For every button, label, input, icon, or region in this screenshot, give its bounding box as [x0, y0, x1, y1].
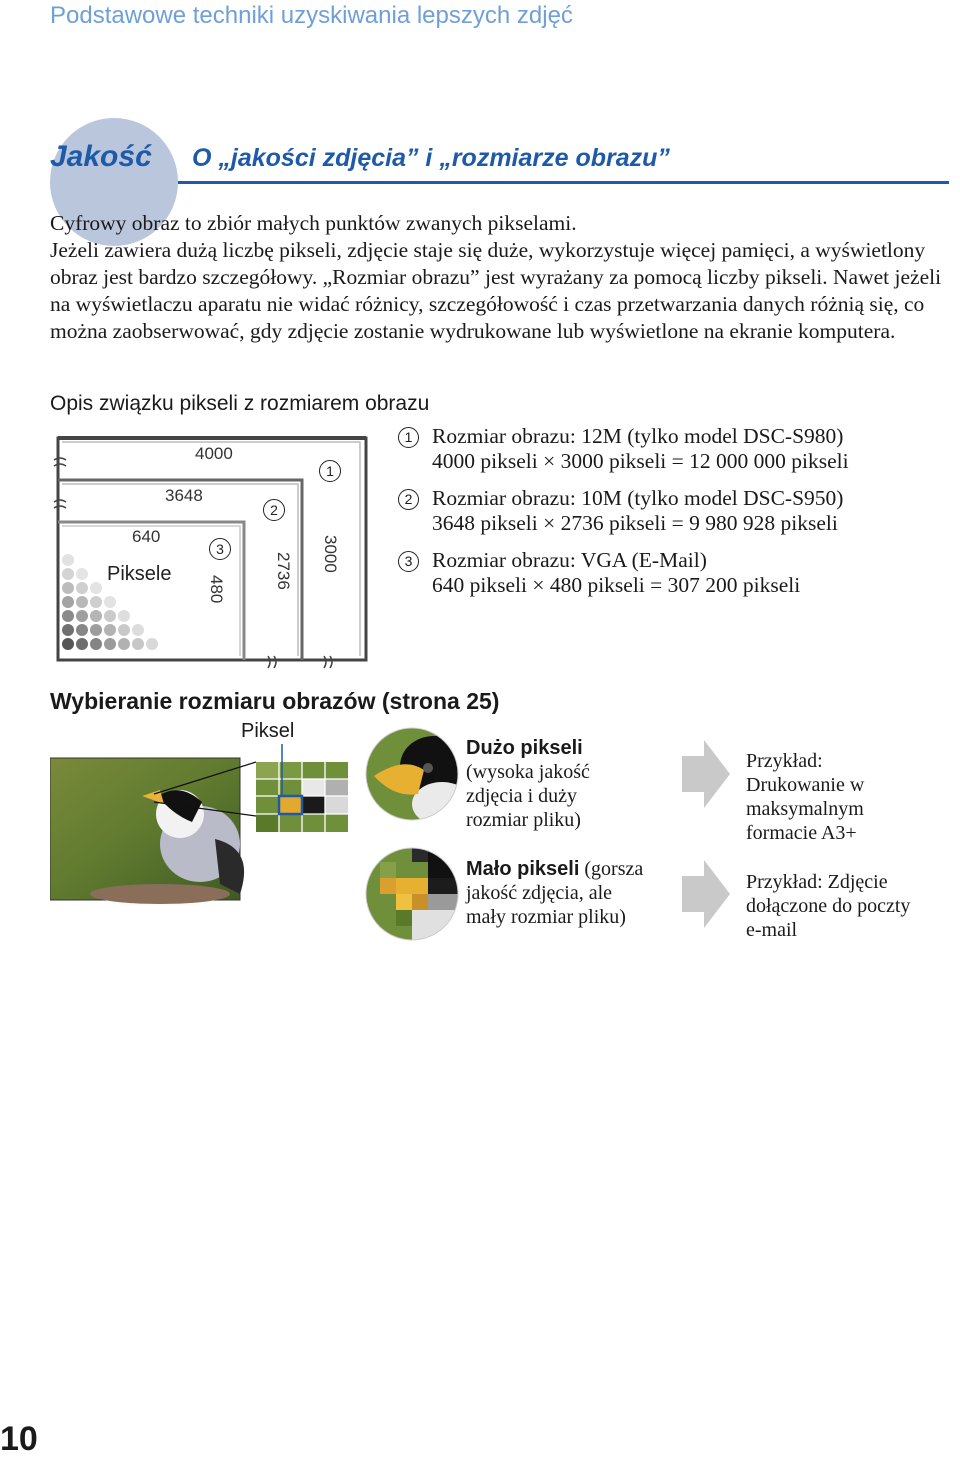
example-line: dołączone do poczty	[746, 895, 911, 917]
page-number: 10	[0, 1420, 38, 1458]
high-res-thumbnail-graphic	[364, 726, 460, 822]
selection-heading: Wybieranie rozmiaru obrazów (strona 25)	[50, 688, 500, 714]
example-line: Drukowanie w	[746, 774, 865, 796]
few-pixels-line: mały rozmiar pliku)	[466, 906, 626, 928]
marker-1: 1	[319, 460, 341, 482]
many-pixels-line: (wysoka jakość	[466, 761, 590, 783]
high-res-thumbnail	[364, 726, 460, 822]
list-line: Rozmiar obrazu: 10M (tylko model DSC-S950)	[432, 486, 844, 510]
diagram-caption: Opis związku pikseli z rozmiarem obrazu	[50, 392, 430, 415]
height-label-3000: 3000	[321, 535, 340, 573]
many-pixels-title: Dużo pikseli	[466, 737, 583, 759]
many-pixels-description	[466, 736, 590, 832]
height-label-480: 480	[207, 575, 226, 604]
list-number: 2	[398, 489, 419, 510]
list-line: Rozmiar obrazu: 12M (tylko model DSC-S980)	[432, 424, 844, 448]
marker-2: 2	[263, 499, 285, 521]
list-line: 4000 pikseli × 3000 pikseli = 12 000 000 pikseli	[432, 449, 849, 473]
few-pixels-example	[746, 870, 910, 942]
list-line: 3648 pikseli × 2736 pikseli = 9 980 928 pikseli	[432, 511, 838, 535]
low-res-thumbnail	[364, 846, 460, 942]
intro-paragraph: Jeżeli zawiera dużą liczbę pikseli, zdjęcie staje się duże, wykorzystuje więcej pamięci, a wyświetlony obraz jest bardzo szczegółowy. „Rozmiar obrazu” jest wyrażany za pomocą liczby pikseli. Nawet jeżeli na wyświetlaczu aparatu nie widać różnicy, szczegółowość i czas przetwarzania danych różnią się, co można zaobserwować, gdy zdjęcie zostanie wydrukowane lub wyświetlone na ekranie komputera.	[50, 238, 942, 343]
height-label-2736: 2736	[274, 552, 293, 590]
few-pixels-line: jakość zdjęcia, ale	[466, 882, 613, 904]
list-line: 640 pikseli × 480 pikseli = 307 200 pikseli	[432, 573, 801, 597]
list-number: 1	[398, 427, 419, 448]
low-res-thumbnail-graphic	[364, 846, 460, 942]
list-line: Rozmiar obrazu: VGA (E-Mail)	[432, 548, 707, 572]
pixel-callout-label: Piksel	[241, 720, 295, 742]
example-line: Przykład: Zdjęcie	[746, 871, 888, 893]
arrow-right-icon	[682, 860, 732, 928]
running-head: Podstawowe techniki uzyskiwania lepszych zdjęć	[50, 2, 573, 29]
example-line: Przykład:	[746, 750, 823, 772]
example-line: e-mail	[746, 919, 798, 941]
few-pixels-line: (gorsza	[579, 858, 644, 880]
example-line: maksymalnym	[746, 798, 864, 820]
list-number: 3	[398, 551, 419, 572]
many-pixels-line: zdjęcia i duży	[466, 785, 578, 807]
bird-photo	[50, 744, 360, 904]
few-pixels-description	[466, 857, 643, 929]
many-pixels-example	[746, 749, 864, 845]
section-divider	[178, 181, 949, 184]
section-tag: Jakość	[50, 140, 152, 173]
bird-photo-graphic	[50, 744, 360, 904]
intro-text	[50, 210, 950, 345]
width-label-3648: 3648	[165, 486, 203, 505]
width-label-4000: 4000	[195, 444, 233, 463]
many-pixels-line: rozmiar pliku)	[466, 809, 581, 831]
few-pixels-title: Mało pikseli	[466, 858, 580, 880]
arrow-right-icon	[682, 740, 732, 808]
pixels-label: Piksele	[107, 563, 172, 585]
section-title: O „jakości zdjęcia” i „rozmiarze obrazu”	[192, 144, 670, 172]
intro-paragraph: Cyfrowy obraz to zbiór małych punktów zwanych pikselami.	[50, 211, 577, 235]
width-label-640: 640	[132, 527, 161, 546]
pixel-size-diagram	[50, 430, 380, 670]
example-line: formacie A3+	[746, 822, 857, 844]
marker-3: 3	[209, 538, 231, 560]
